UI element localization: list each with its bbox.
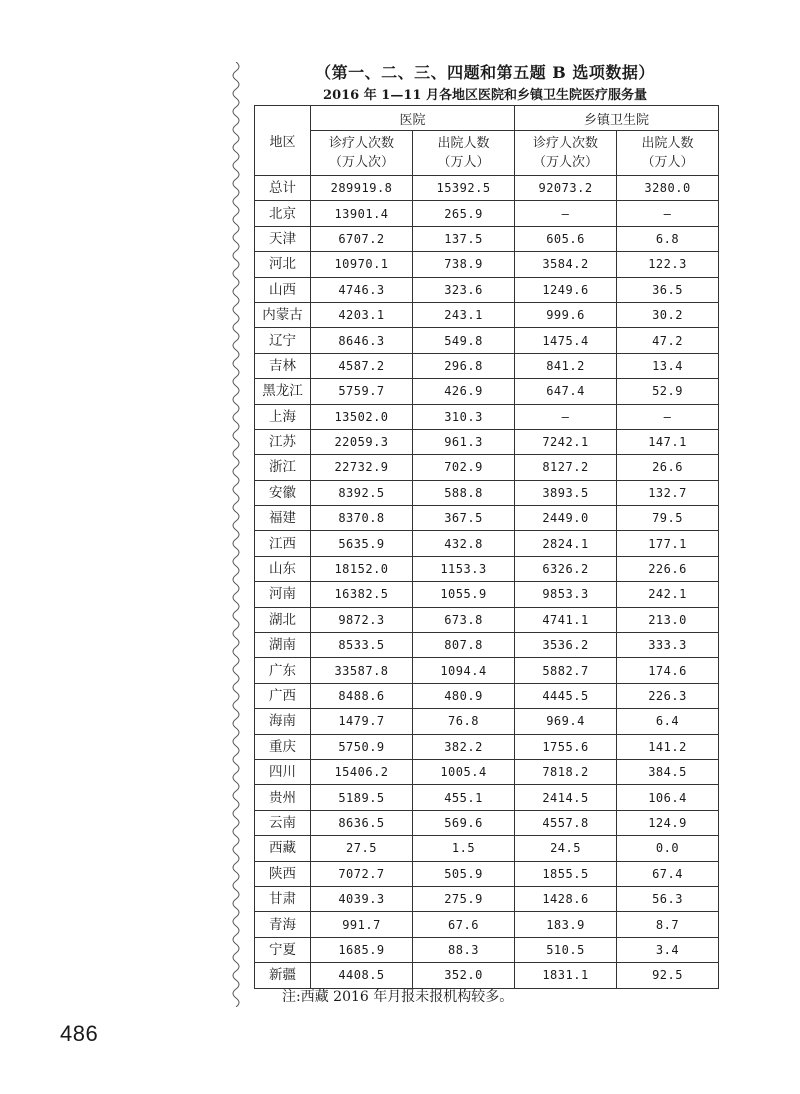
hospital-visits-cell: 4587.2 [311,353,413,378]
region-cell: 安徽 [255,480,311,505]
township-visits-cell: 1475.4 [515,328,617,353]
region-cell: 内蒙古 [255,302,311,327]
region-cell: 浙江 [255,455,311,480]
hospital-discharges-cell: 310.3 [413,404,515,429]
table-row [255,455,719,480]
hospital-discharges-cell: 1094.4 [413,658,515,683]
township-discharges-cell: 13.4 [617,353,719,378]
township-discharges-cell: 147.1 [617,429,719,454]
hospital-discharges-cell: 673.8 [413,607,515,632]
header-hospital-visits: 诊疗人次数 （万人次） [311,131,413,176]
table-row [255,582,719,607]
table-row [255,886,719,911]
township-visits-cell: 4741.1 [515,607,617,632]
hospital-discharges-cell: 702.9 [413,455,515,480]
hospital-visits-cell: 7072.7 [311,861,413,886]
table-row [255,480,719,505]
township-visits-cell: — [515,201,617,226]
hospital-discharges-cell: 432.8 [413,531,515,556]
township-visits-cell: — [515,404,617,429]
region-cell: 青海 [255,912,311,937]
table-row [255,277,719,302]
township-discharges-cell: 79.5 [617,506,719,531]
hospital-visits-cell: 289919.8 [311,176,413,201]
township-visits-cell: 1855.5 [515,861,617,886]
hospital-visits-cell: 991.7 [311,912,413,937]
hospital-visits-cell: 1479.7 [311,709,413,734]
township-discharges-cell: 106.4 [617,785,719,810]
region-cell: 海南 [255,709,311,734]
region-cell: 四川 [255,759,311,784]
region-cell: 江苏 [255,429,311,454]
township-visits-cell: 183.9 [515,912,617,937]
table-row [255,861,719,886]
hospital-visits-cell: 22732.9 [311,455,413,480]
township-discharges-cell: 213.0 [617,607,719,632]
table-row [255,556,719,581]
table-row [255,658,719,683]
region-cell: 河北 [255,252,311,277]
region-cell: 辽宁 [255,328,311,353]
region-cell: 云南 [255,810,311,835]
table-row [255,963,719,988]
hospital-discharges-cell: 549.8 [413,328,515,353]
hospital-discharges-cell: 265.9 [413,201,515,226]
township-discharges-cell: 226.6 [617,556,719,581]
hospital-visits-cell: 15406.2 [311,759,413,784]
hospital-discharges-cell: 738.9 [413,252,515,277]
township-discharges-cell: 26.6 [617,455,719,480]
township-visits-cell: 2824.1 [515,531,617,556]
township-visits-cell: 2449.0 [515,506,617,531]
hospital-visits-cell: 4039.3 [311,886,413,911]
hospital-discharges-cell: 88.3 [413,937,515,962]
hospital-discharges-cell: 426.9 [413,379,515,404]
hospital-discharges-cell: 1.5 [413,836,515,861]
township-discharges-cell: 122.3 [617,252,719,277]
table-row [255,302,719,327]
table-row [255,759,719,784]
region-cell: 广西 [255,683,311,708]
hospital-visits-cell: 13502.0 [311,404,413,429]
township-visits-cell: 4445.5 [515,683,617,708]
table-body [255,176,719,989]
township-discharges-cell: 384.5 [617,759,719,784]
hospital-visits-cell: 8370.8 [311,506,413,531]
table-row [255,633,719,658]
township-discharges-cell: 3.4 [617,937,719,962]
township-visits-cell: 969.4 [515,709,617,734]
township-discharges-cell: 0.0 [617,836,719,861]
hospital-visits-cell: 5759.7 [311,379,413,404]
hospital-discharges-cell: 480.9 [413,683,515,708]
hospital-discharges-cell: 807.8 [413,633,515,658]
region-cell: 广东 [255,658,311,683]
region-cell: 上海 [255,404,311,429]
hospital-discharges-cell: 323.6 [413,277,515,302]
table-row [255,226,719,251]
table-row [255,709,719,734]
page-number: 486 [60,1021,99,1046]
table-title: 2016 年 1—11 月各地区医院和乡镇卫生院医疗服务量 [323,88,647,103]
region-cell: 吉林 [255,353,311,378]
hospital-discharges-cell: 243.1 [413,302,515,327]
hospital-visits-cell: 10970.1 [311,252,413,277]
hospital-visits-cell: 8392.5 [311,480,413,505]
hospital-visits-cell: 5189.5 [311,785,413,810]
township-visits-cell: 7242.1 [515,429,617,454]
township-visits-cell: 5882.7 [515,658,617,683]
table-row [255,810,719,835]
hospital-discharges-cell: 569.6 [413,810,515,835]
township-visits-cell: 2414.5 [515,785,617,810]
region-cell: 黑龙江 [255,379,311,404]
hospital-discharges-cell: 1005.4 [413,759,515,784]
header-region: 地区 [255,106,311,176]
table-row [255,683,719,708]
table-row [255,785,719,810]
township-visits-cell: 647.4 [515,379,617,404]
hospital-visits-cell: 33587.8 [311,658,413,683]
region-cell: 西藏 [255,836,311,861]
hospital-visits-cell: 4408.5 [311,963,413,988]
table-row [255,176,719,201]
hospital-discharges-cell: 137.5 [413,226,515,251]
hospital-visits-cell: 8646.3 [311,328,413,353]
region-cell: 湖北 [255,607,311,632]
region-cell: 福建 [255,506,311,531]
township-discharges-cell: — [617,404,719,429]
township-discharges-cell: 52.9 [617,379,719,404]
region-cell: 甘肃 [255,886,311,911]
table-heading [250,62,720,106]
wavy-margin-line [228,62,244,1007]
hospital-visits-cell: 4746.3 [311,277,413,302]
hospital-discharges-cell: 67.6 [413,912,515,937]
header-township-visits: 诊疗人次数 （万人次） [515,131,617,176]
township-visits-cell: 6326.2 [515,556,617,581]
hospital-discharges-cell: 296.8 [413,353,515,378]
hospital-discharges-cell: 1153.3 [413,556,515,581]
hospital-discharges-cell: 15392.5 [413,176,515,201]
township-visits-cell: 8127.2 [515,455,617,480]
region-cell: 湖南 [255,633,311,658]
township-visits-cell: 4557.8 [515,810,617,835]
heading-subtitle: （第一、二、三、四题和第五题 B 选项数据） [315,63,655,82]
hospital-discharges-cell: 961.3 [413,429,515,454]
township-visits-cell: 1831.1 [515,963,617,988]
township-visits-cell: 7818.2 [515,759,617,784]
table-row [255,506,719,531]
region-cell: 陕西 [255,861,311,886]
township-discharges-cell: 30.2 [617,302,719,327]
region-cell: 山东 [255,556,311,581]
table-row [255,531,719,556]
hospital-visits-cell: 5750.9 [311,734,413,759]
hospital-visits-cell: 8533.5 [311,633,413,658]
hospital-discharges-cell: 275.9 [413,886,515,911]
township-visits-cell: 510.5 [515,937,617,962]
hospital-discharges-cell: 588.8 [413,480,515,505]
hospital-discharges-cell: 367.5 [413,506,515,531]
hospital-visits-cell: 9872.3 [311,607,413,632]
township-visits-cell: 3584.2 [515,252,617,277]
township-discharges-cell: 8.7 [617,912,719,937]
header-hospital-discharges: 出院人数 （万人） [413,131,515,176]
hospital-discharges-cell: 382.2 [413,734,515,759]
hospital-visits-cell: 6707.2 [311,226,413,251]
township-discharges-cell: 132.7 [617,480,719,505]
township-discharges-cell: 226.3 [617,683,719,708]
township-visits-cell: 841.2 [515,353,617,378]
hospital-discharges-cell: 76.8 [413,709,515,734]
table-row [255,404,719,429]
region-cell: 天津 [255,226,311,251]
region-cell: 北京 [255,201,311,226]
header-hospital: 医院 [311,106,515,131]
hospital-visits-cell: 1685.9 [311,937,413,962]
region-cell: 贵州 [255,785,311,810]
region-cell: 河南 [255,582,311,607]
table-row [255,328,719,353]
township-discharges-cell: — [617,201,719,226]
township-discharges-cell: 47.2 [617,328,719,353]
township-visits-cell: 1428.6 [515,886,617,911]
township-visits-cell: 24.5 [515,836,617,861]
township-discharges-cell: 56.3 [617,886,719,911]
township-visits-cell: 3893.5 [515,480,617,505]
footnote: 注:西藏 2016 年月报未报机构较多。 [282,989,514,1005]
township-discharges-cell: 67.4 [617,861,719,886]
hospital-discharges-cell: 352.0 [413,963,515,988]
region-cell: 总计 [255,176,311,201]
table-row [255,379,719,404]
township-discharges-cell: 92.5 [617,963,719,988]
hospital-discharges-cell: 1055.9 [413,582,515,607]
township-discharges-cell: 177.1 [617,531,719,556]
header-township-hospital: 乡镇卫生院 [515,106,719,131]
township-visits-cell: 9853.3 [515,582,617,607]
hospital-visits-cell: 4203.1 [311,302,413,327]
township-visits-cell: 1249.6 [515,277,617,302]
township-discharges-cell: 333.3 [617,633,719,658]
township-visits-cell: 1755.6 [515,734,617,759]
region-cell: 江西 [255,531,311,556]
hospital-visits-cell: 16382.5 [311,582,413,607]
township-discharges-cell: 3280.0 [617,176,719,201]
region-cell: 重庆 [255,734,311,759]
hospital-visits-cell: 22059.3 [311,429,413,454]
table-row [255,429,719,454]
table-row [255,201,719,226]
township-discharges-cell: 242.1 [617,582,719,607]
table-row [255,607,719,632]
header-township-discharges: 出院人数 （万人） [617,131,719,176]
hospital-visits-cell: 18152.0 [311,556,413,581]
township-discharges-cell: 141.2 [617,734,719,759]
region-cell: 新疆 [255,963,311,988]
township-discharges-cell: 6.8 [617,226,719,251]
township-discharges-cell: 36.5 [617,277,719,302]
hospital-visits-cell: 8636.5 [311,810,413,835]
region-cell: 山西 [255,277,311,302]
township-discharges-cell: 174.6 [617,658,719,683]
township-visits-cell: 92073.2 [515,176,617,201]
hospital-discharges-cell: 505.9 [413,861,515,886]
hospital-visits-cell: 8488.6 [311,683,413,708]
table-row [255,734,719,759]
township-discharges-cell: 6.4 [617,709,719,734]
hospital-visits-cell: 13901.4 [311,201,413,226]
township-visits-cell: 999.6 [515,302,617,327]
table-row [255,252,719,277]
hospital-visits-cell: 5635.9 [311,531,413,556]
township-discharges-cell: 124.9 [617,810,719,835]
township-visits-cell: 3536.2 [515,633,617,658]
table-row [255,353,719,378]
region-cell: 宁夏 [255,937,311,962]
township-visits-cell: 605.6 [515,226,617,251]
table-row [255,937,719,962]
hospital-visits-cell: 27.5 [311,836,413,861]
medical-service-table [254,105,719,989]
table-row [255,912,719,937]
table-row [255,836,719,861]
hospital-discharges-cell: 455.1 [413,785,515,810]
